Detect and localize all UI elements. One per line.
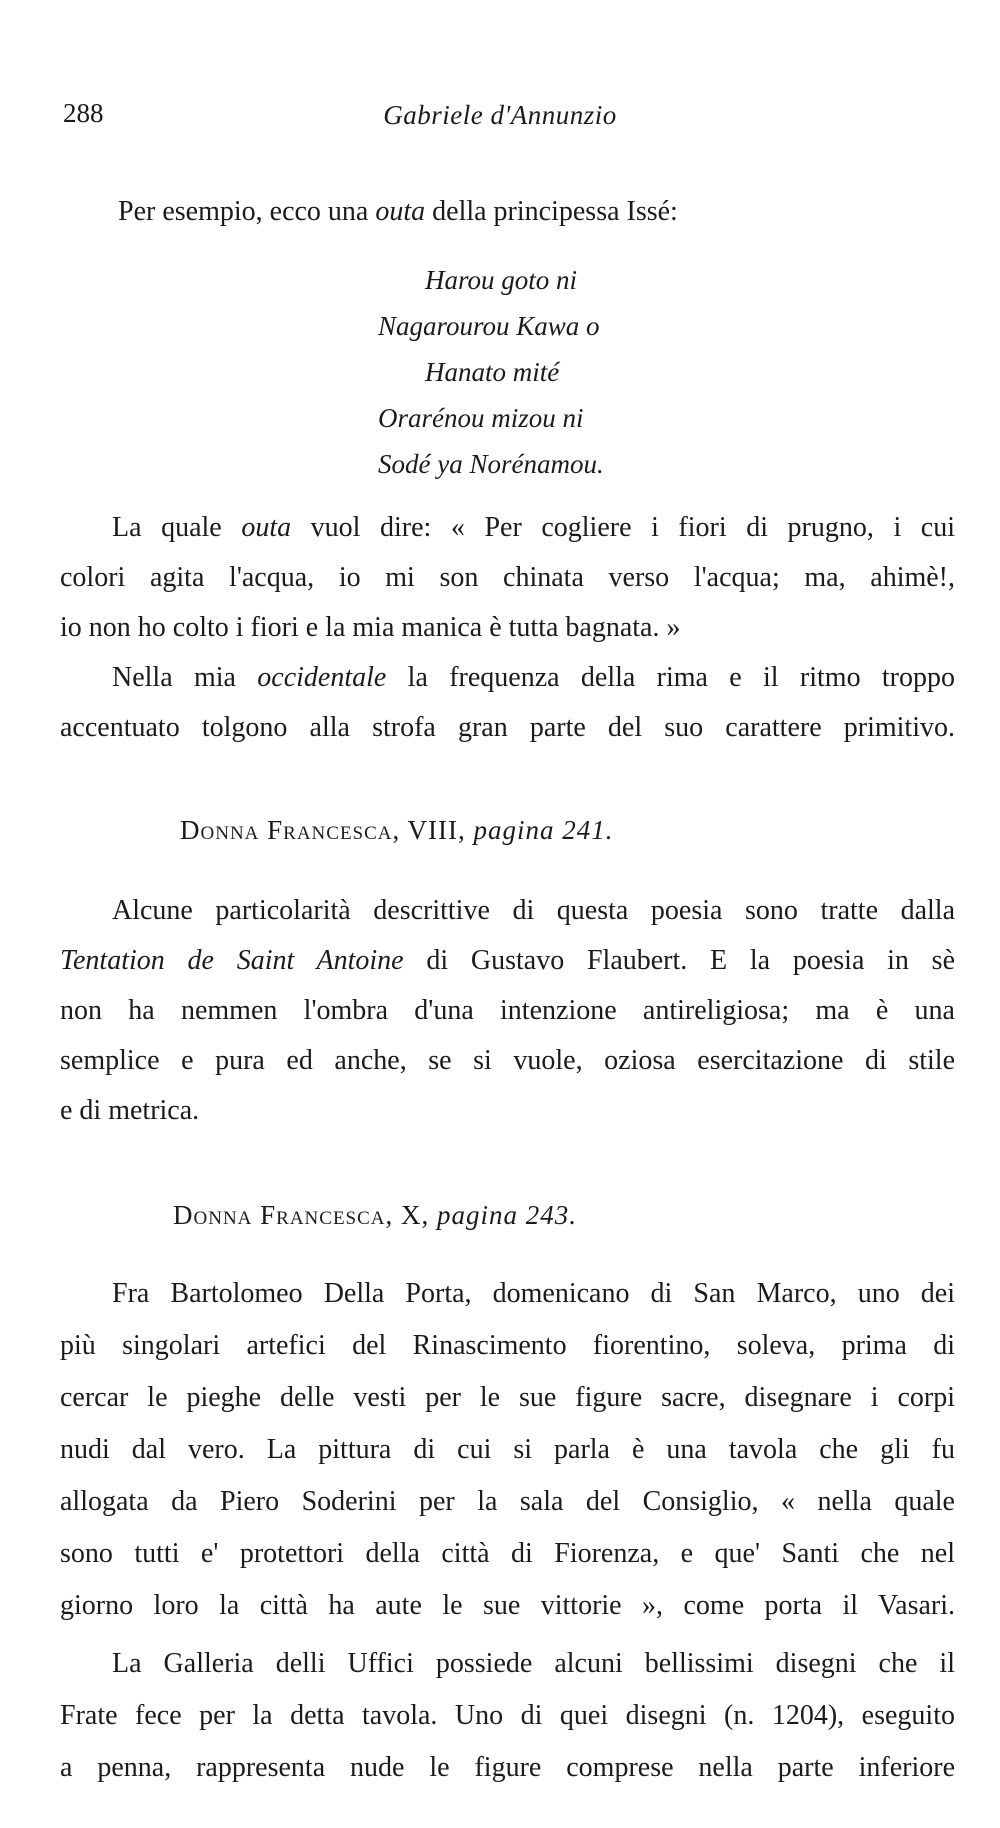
paragraph-line: io non ho colto i fiori e la mia manica è tutta bagnata. » (60, 612, 681, 643)
poem-line-1: Harou goto ni (425, 265, 578, 295)
section-heading (173, 1200, 577, 1231)
paragraph-line: sono tutti e' protettori della città di Fiorenza, e que' Santi che nel (60, 1538, 955, 1569)
poem-line-2: Nagarourou Kawa o (378, 311, 600, 341)
paragraph-line: non ha nemmen l'ombra d'una intenzione antireligiosa; ma è una (60, 995, 955, 1026)
heading-number: VIII, (400, 815, 474, 845)
paragraph-line: nudi dal vero. La pittura di cui si parla è una tavola che gli fu (60, 1434, 955, 1465)
paragraph-line: cercar le pieghe delle vesti per le sue figure sacre, disegnare i corpi (60, 1382, 955, 1413)
poem-line-3: Hanato mité (425, 357, 560, 387)
poem-line-4: Orarénou mizou ni (378, 403, 584, 433)
running-title: Gabriele d'Annunzio (383, 100, 617, 130)
emphasis-span: Tentation de Saint Antoine (60, 945, 404, 976)
paragraph-line (112, 512, 955, 544)
paragraph-line (60, 945, 955, 977)
page-number: 288 (63, 98, 104, 128)
heading-page: pagina 243. (437, 1200, 578, 1230)
paragraph-line (112, 662, 955, 694)
heading-number: X, (393, 1200, 438, 1230)
paragraph-line: più singolari artefici del Rinascimento fiorentino, soleva, prima di (60, 1330, 955, 1361)
paragraph-line: semplice e pura ed anche, se si vuole, oziosa esercitazione di stile (60, 1045, 955, 1076)
intro-line (118, 196, 678, 228)
paragraph-line: e di metrica. (60, 1095, 200, 1126)
paragraph-line: Alcune particolarità descrittive di questa poesia sono tratte dalla (112, 895, 955, 926)
paragraph-line: La Galleria delli Uffici possiede alcuni bellissimi disegni che il (112, 1648, 955, 1679)
paragraph-line: colori agita l'acqua, io mi son chinata verso l'acqua; ma, ahimè!, (60, 562, 955, 593)
paragraph-line: accentuato tolgono alla strofa gran parte del suo carattere primitivo. (60, 712, 955, 743)
emphasis-span: occidentale (257, 662, 387, 693)
intro-text-a: Per esempio, ecco una (118, 196, 376, 227)
section-heading (180, 815, 614, 846)
text-span: vuol dire: « Per cogliere i fiori di prugno, i cui (291, 512, 956, 543)
paragraph-line: giorno loro la città ha aute le sue vittorie », come porta il Vasari. (60, 1590, 955, 1621)
paragraph-line: Fra Bartolomeo Della Porta, domenicano di San Marco, uno dei (112, 1278, 955, 1309)
emphasis-span: outa (241, 512, 292, 543)
intro-text-b: della principessa Issé: (425, 196, 678, 227)
text-span: La quale (112, 512, 242, 543)
heading-page: pagina 241. (473, 815, 614, 845)
text-span: di Gustavo Flaubert. E la poesia in sè (403, 945, 956, 976)
poem-line-5: Sodé ya Norénamou. (378, 449, 604, 479)
text-span: la frequenza della rima e il ritmo troppo (386, 662, 955, 693)
intro-emphasis: outa (375, 196, 426, 227)
paragraph-line: allogata da Piero Soderini per la sala del Consiglio, « nella quale (60, 1486, 955, 1517)
paragraph-line: a penna, rappresenta nude le figure comprese nella parte inferiore (60, 1752, 955, 1783)
heading-title: Donna Francesca, (173, 1200, 394, 1230)
text-span: Nella mia (112, 662, 258, 693)
heading-title: Donna Francesca, (180, 815, 401, 845)
paragraph-line: Frate fece per la detta tavola. Uno di quei disegni (n. 1204), eseguito (60, 1700, 955, 1731)
